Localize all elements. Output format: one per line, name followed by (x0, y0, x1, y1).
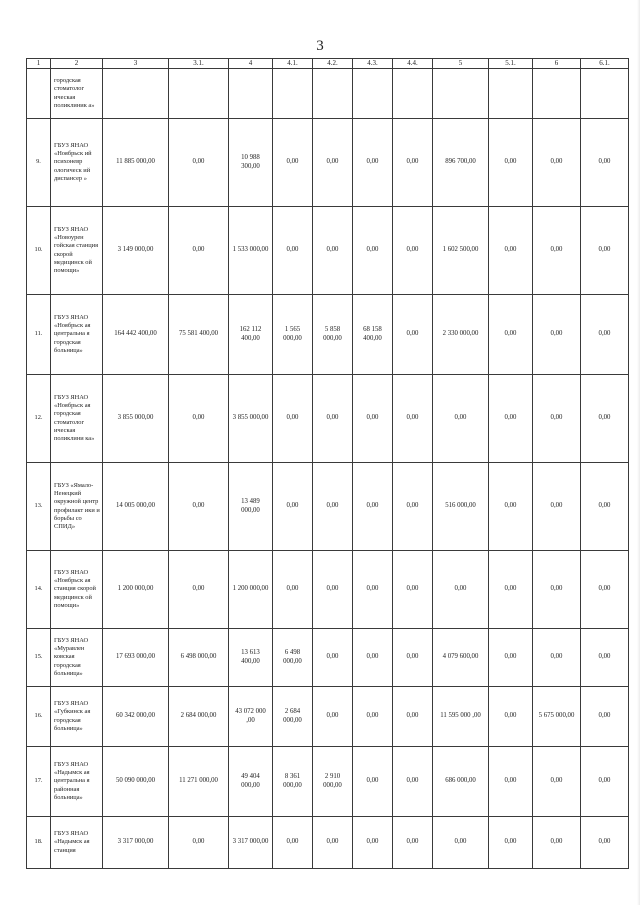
amount-cell: 5 858 000,00 (313, 295, 353, 375)
amount-cell: 2 330 000,00 (433, 295, 489, 375)
header-row (27, 59, 629, 69)
amount-cell: 0,00 (581, 687, 629, 747)
amount-cell (273, 69, 313, 119)
amount-cell (581, 69, 629, 119)
row-number-cell: 12. (27, 375, 51, 463)
amount-cell: 0,00 (353, 687, 393, 747)
amount-cell: 14 005 000,00 (103, 463, 169, 551)
amount-cell: 0,00 (169, 207, 229, 295)
row-number-cell: 17. (27, 747, 51, 817)
amount-cell: 0,00 (313, 687, 353, 747)
amount-cell: 1 565 000,00 (273, 295, 313, 375)
amount-cell: 0,00 (581, 375, 629, 463)
amount-cell: 11 885 000,00 (103, 119, 169, 207)
amount-cell: 0,00 (393, 687, 433, 747)
column-header: 4.3. (353, 59, 393, 69)
amount-cell (313, 69, 353, 119)
amount-cell: 686 000,00 (433, 747, 489, 817)
amount-cell: 0,00 (581, 295, 629, 375)
column-header: 1 (27, 59, 51, 69)
institution-name-cell: ГБУЗ ЯНАО «Ноябрьск ая центральна я городская больница» (51, 295, 103, 375)
amount-cell: 162 112 400,00 (229, 295, 273, 375)
amount-cell: 0,00 (313, 463, 353, 551)
amount-cell: 1 602 500,00 (433, 207, 489, 295)
institution-name-cell: ГБУЗ ЯНАО «Новоурен гойская станция скорой медицинск ой помощи» (51, 207, 103, 295)
amount-cell (433, 69, 489, 119)
amount-cell (103, 69, 169, 119)
amount-cell: 5 675 000,00 (533, 687, 581, 747)
amount-cell: 0,00 (489, 463, 533, 551)
amount-cell: 0,00 (581, 551, 629, 629)
amount-cell: 1 533 000,00 (229, 207, 273, 295)
column-header: 4.1. (273, 59, 313, 69)
amount-cell: 0,00 (533, 551, 581, 629)
amount-cell: 0,00 (313, 817, 353, 869)
table-row (27, 551, 629, 629)
table-row (27, 687, 629, 747)
institution-name-cell: ГБУЗ ЯНАО «Муравлен ковская городская больница» (51, 629, 103, 687)
amount-cell: 0,00 (393, 295, 433, 375)
institution-name-cell: ГБУЗ ЯНАО «Надымск ая центральна я районная больница» (51, 747, 103, 817)
amount-cell: 0,00 (581, 747, 629, 817)
row-number-cell: 14. (27, 551, 51, 629)
amount-cell: 0,00 (393, 463, 433, 551)
row-number-cell: 16. (27, 687, 51, 747)
amount-cell: 0,00 (581, 629, 629, 687)
amount-cell: 0,00 (353, 207, 393, 295)
amount-cell: 0,00 (533, 463, 581, 551)
column-header: 2 (51, 59, 103, 69)
amount-cell: 0,00 (433, 551, 489, 629)
amount-cell: 0,00 (353, 551, 393, 629)
table-body (27, 69, 629, 869)
amount-cell: 0,00 (313, 551, 353, 629)
column-header: 3 (103, 59, 169, 69)
amount-cell: 0,00 (489, 207, 533, 295)
amount-cell: 0,00 (533, 747, 581, 817)
row-number-cell: 15. (27, 629, 51, 687)
amount-cell: 0,00 (433, 375, 489, 463)
amount-cell: 11 595 000 ,00 (433, 687, 489, 747)
amount-cell: 3 149 000,00 (103, 207, 169, 295)
page-number: 3 (316, 38, 324, 54)
amount-cell: 0,00 (273, 551, 313, 629)
amount-cell: 0,00 (273, 207, 313, 295)
amount-cell: 0,00 (313, 629, 353, 687)
institution-name-cell: ГБУЗ ЯНАО «Надымск ая станция (51, 817, 103, 869)
amount-cell: 0,00 (489, 119, 533, 207)
amount-cell: 0,00 (489, 375, 533, 463)
amount-cell: 68 158 400,00 (353, 295, 393, 375)
row-number-cell: 11. (27, 295, 51, 375)
table-row (27, 463, 629, 551)
amount-cell: 0,00 (581, 817, 629, 869)
amount-cell: 1 200 000,00 (103, 551, 169, 629)
row-number-cell (27, 69, 51, 119)
table-row (27, 207, 629, 295)
table-row (27, 295, 629, 375)
amount-cell: 0,00 (353, 629, 393, 687)
amount-cell (489, 69, 533, 119)
amount-cell: 0,00 (169, 463, 229, 551)
amount-cell: 0,00 (533, 207, 581, 295)
row-number-cell: 13. (27, 463, 51, 551)
amount-cell: 0,00 (393, 119, 433, 207)
amount-cell: 0,00 (353, 463, 393, 551)
amount-cell: 0,00 (393, 551, 433, 629)
amount-cell: 0,00 (169, 119, 229, 207)
amount-cell: 17 693 000,00 (103, 629, 169, 687)
amount-cell: 0,00 (169, 375, 229, 463)
amount-cell: 43 072 000 ,00 (229, 687, 273, 747)
column-header: 5 (433, 59, 489, 69)
table-row (27, 817, 629, 869)
amount-cell: 0,00 (393, 207, 433, 295)
amount-cell: 0,00 (353, 375, 393, 463)
column-header: 6.1. (581, 59, 629, 69)
amount-cell (353, 69, 393, 119)
amount-cell: 0,00 (533, 295, 581, 375)
amount-cell: 2 684 000,00 (169, 687, 229, 747)
amount-cell: 8 361 000,00 (273, 747, 313, 817)
amount-cell: 0,00 (313, 119, 353, 207)
amount-cell: 50 090 000,00 (103, 747, 169, 817)
amount-cell: 60 342 000,00 (103, 687, 169, 747)
amount-cell: 4 079 600,00 (433, 629, 489, 687)
column-header: 6 (533, 59, 581, 69)
amount-cell: 3 855 000,00 (229, 375, 273, 463)
amount-cell: 0,00 (169, 817, 229, 869)
column-header: 5.1. (489, 59, 533, 69)
amount-cell (169, 69, 229, 119)
amount-cell: 13 613 400,00 (229, 629, 273, 687)
amount-cell: 11 271 000,00 (169, 747, 229, 817)
amount-cell: 0,00 (393, 375, 433, 463)
amount-cell: 0,00 (533, 629, 581, 687)
table-row (27, 119, 629, 207)
budget-table (26, 58, 629, 869)
amount-cell: 0,00 (169, 551, 229, 629)
amount-cell: 0,00 (533, 119, 581, 207)
amount-cell: 0,00 (273, 817, 313, 869)
column-header: 4 (229, 59, 273, 69)
amount-cell: 0,00 (313, 375, 353, 463)
amount-cell: 2 684 000,00 (273, 687, 313, 747)
amount-cell (533, 69, 581, 119)
amount-cell: 516 000,00 (433, 463, 489, 551)
table-row (27, 69, 629, 119)
amount-cell: 0,00 (393, 629, 433, 687)
amount-cell: 49 404 000,00 (229, 747, 273, 817)
amount-cell: 0,00 (489, 687, 533, 747)
institution-name-cell: ГБУЗ ЯНАО «Ноябрьск ая станция скорой медицинск ой помощи» (51, 551, 103, 629)
column-header: 4.2. (313, 59, 353, 69)
institution-name-cell: ГБУЗ «Ямало-Ненецкий окружной центр профилакт ики и борьбы со СПИД» (51, 463, 103, 551)
institution-name-cell: ГБУЗ ЯНАО «Губкинск ая городская больница» (51, 687, 103, 747)
amount-cell: 0,00 (353, 747, 393, 817)
amount-cell: 0,00 (273, 375, 313, 463)
amount-cell: 0,00 (273, 119, 313, 207)
amount-cell: 3 317 000,00 (229, 817, 273, 869)
amount-cell: 0,00 (393, 817, 433, 869)
amount-cell: 896 700,00 (433, 119, 489, 207)
amount-cell: 2 910 000,00 (313, 747, 353, 817)
amount-cell: 0,00 (489, 295, 533, 375)
amount-cell: 0,00 (533, 375, 581, 463)
amount-cell: 0,00 (393, 747, 433, 817)
amount-cell (229, 69, 273, 119)
table-row (27, 375, 629, 463)
amount-cell: 1 200 000,00 (229, 551, 273, 629)
amount-cell (393, 69, 433, 119)
amount-cell: 13 489 000,00 (229, 463, 273, 551)
amount-cell: 0,00 (273, 463, 313, 551)
row-number-cell: 10. (27, 207, 51, 295)
amount-cell: 3 855 000,00 (103, 375, 169, 463)
table-row (27, 747, 629, 817)
amount-cell: 0,00 (313, 207, 353, 295)
amount-cell: 75 581 400,00 (169, 295, 229, 375)
column-header: 3.1. (169, 59, 229, 69)
institution-name-cell: ГБУЗ ЯНАО «Ноябрьск ая городская стоматолог ическая поликлини ка» (51, 375, 103, 463)
row-number-cell: 9. (27, 119, 51, 207)
row-number-cell: 18. (27, 817, 51, 869)
amount-cell: 0,00 (433, 817, 489, 869)
amount-cell: 10 988 300,00 (229, 119, 273, 207)
amount-cell: 0,00 (489, 817, 533, 869)
institution-name-cell: городская стоматолог ическая поликлиник а» (51, 69, 103, 119)
amount-cell: 0,00 (489, 629, 533, 687)
amount-cell: 6 498 000,00 (273, 629, 313, 687)
amount-cell: 0,00 (533, 817, 581, 869)
column-header: 4.4. (393, 59, 433, 69)
amount-cell: 0,00 (489, 747, 533, 817)
amount-cell: 3 317 000,00 (103, 817, 169, 869)
amount-cell: 0,00 (581, 207, 629, 295)
amount-cell: 0,00 (581, 463, 629, 551)
amount-cell: 0,00 (581, 119, 629, 207)
amount-cell: 0,00 (353, 119, 393, 207)
amount-cell: 0,00 (353, 817, 393, 869)
amount-cell: 6 498 000,00 (169, 629, 229, 687)
institution-name-cell: ГБУЗ ЯНАО «Ноябрьск ий психоневр ологическ ий диспансер » (51, 119, 103, 207)
amount-cell: 0,00 (489, 551, 533, 629)
amount-cell: 164 442 400,00 (103, 295, 169, 375)
table-row (27, 629, 629, 687)
